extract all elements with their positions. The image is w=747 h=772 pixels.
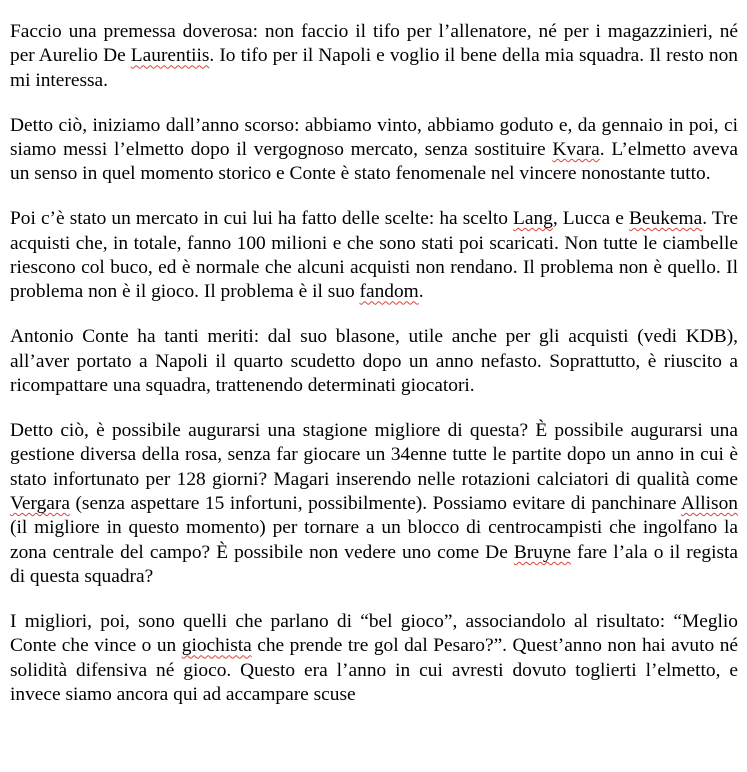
text-run: Poi c’è stato un mercato in cui lui ha fatto delle scelte: ha scelto xyxy=(10,208,514,230)
text-run: Antonio Conte ha tanti meriti: dal suo blasone, utile anche per gli acquisti (vedi KDB), all’aver portato a Napoli il quarto scudetto dopo un anno nefasto. Soprattutto, è riuscito a ricompattare una squadra, trattenendo determinati giocatori. xyxy=(10,326,738,397)
misspelled-word[interactable]: Vergara xyxy=(10,493,70,515)
text-run: che prende tre gol dal Pesaro?”. Quest’anno non hai avuto né solidità difensiva né gioco. Questo era l’anno in cui avresti dovuto toglierti l’elmetto, e invece siamo ancora qui ad accampare scuse xyxy=(10,635,738,706)
text-run: I migliori, poi, sono quelli che parlano di “bel gioco”, associandolo al risultato: “Meglio Conte che vince o un xyxy=(10,611,738,657)
text-run: . Io tifo per il Napoli e voglio il bene della mia squadra. Il resto non mi interessa. xyxy=(10,45,739,91)
text-run: fare l’ala o il regista di questa squadra? xyxy=(10,541,738,588)
paragraph-3 xyxy=(10,207,738,305)
paragraph-2 xyxy=(10,114,738,187)
text-run: Faccio una premessa doverosa: non faccio il tifo per l’allenatore, né per i magazzinieri, né per Aurelio De xyxy=(10,21,738,67)
paragraph-6 xyxy=(10,610,738,708)
text-run: Detto ciò, è possibile augurarsi una stagione migliore di questa? È possibile augurarsi una gestione diversa della rosa, senza far giocare un 34enne tutte le partite dopo un anno in cui è stato infortunato per 128 giorni? Magari inserendo nelle rotazioni calciatori di qualità come xyxy=(10,419,738,490)
misspelled-word[interactable]: giochista xyxy=(181,635,252,657)
misspelled-word[interactable]: Beukema xyxy=(628,208,703,230)
paragraph-1 xyxy=(10,20,738,93)
misspelled-word[interactable]: Kvara xyxy=(552,139,600,161)
misspelled-word[interactable]: Allison xyxy=(680,493,738,515)
text-run: Detto ciò, iniziamo dall’anno scorso: abbiamo vinto, abbiamo goduto e, da gennaio in poi, ci siamo messi l’elmetto dopo il vergognoso mercato, senza sostituire xyxy=(10,114,738,161)
misspelled-word[interactable]: Lang xyxy=(513,208,553,230)
misspelled-word[interactable]: Bruyne xyxy=(513,541,571,563)
misspelled-word[interactable]: Laurentiis xyxy=(130,45,210,67)
document-body[interactable] xyxy=(10,20,738,708)
text-run: . Tre acquisti che, in totale, fanno 100 milioni e che sono stati poi scaricati. Non tutte le ciambelle riescono col buco, ed è normale che alcuni acquisti non rendano. Il problema non è quello. Il problema non è il gioco. Il problema è il suo xyxy=(10,208,738,303)
text-run: . xyxy=(418,281,424,303)
text-run: . L’elmetto aveva un senso in quel momento storico e Conte è stato fenomenale nel vincere nonostante tutto. xyxy=(10,139,738,185)
paragraph-5 xyxy=(10,419,738,590)
paragraph-4 xyxy=(10,325,738,398)
misspelled-word[interactable]: fandom xyxy=(359,281,419,303)
text-run: , Lucca e xyxy=(552,208,629,230)
text-run: (il migliore in questo momento) per tornare a un blocco di centrocampisti che ingolfano la zona centrale del campo? È possibile non vedere uno come De xyxy=(10,517,738,563)
text-run: (senza aspettare 15 infortuni, possibilmente). Possiamo evitare di panchinare xyxy=(69,493,681,515)
